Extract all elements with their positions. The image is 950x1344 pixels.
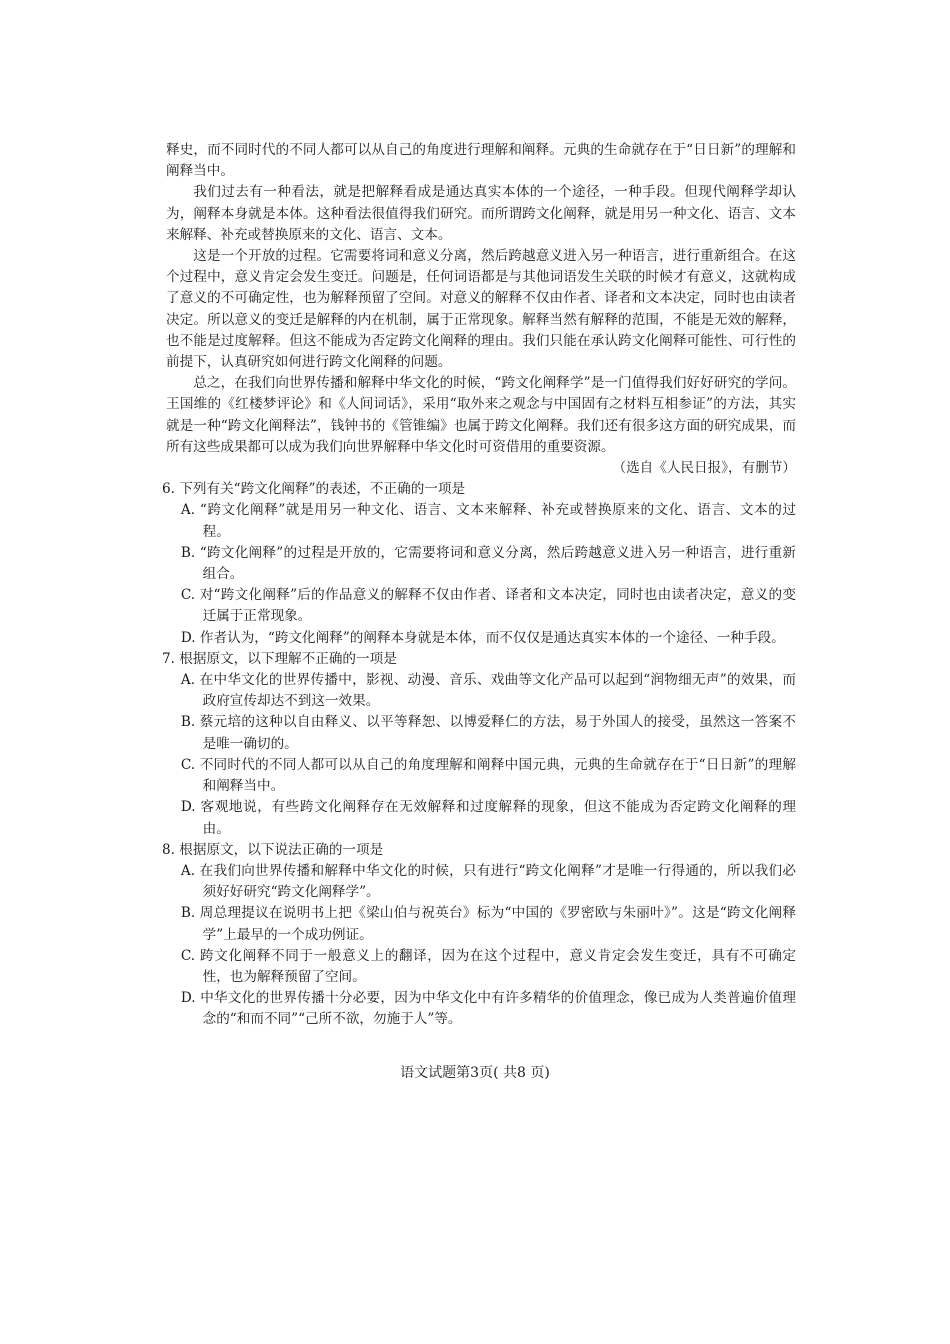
question-stem: 8. 根据原文，以下说法正确的一项是	[162, 841, 384, 858]
passage-paragraph: 这是一个开放的过程。它需要将词和意义分离，然后跨越意义进入另一种语言，进行重新组合。在这个过程中，意义肯定会发生变迁。问题是，任何词语都是与其他词语发生关联的时候才有意义，这就构成了意义的不可确定性，也为解释预留了空间。对意义的解释不仅由作者、译者和文本决定，同时也由读者决定。所以意义的变迁是解释的内在机制，属于正常现象。解释当然有解释的范围，不能是无效的解释，也不能是过度解释。但这不能成为否定跨文化阐释的理由。我们只能在承认跨文化阐释可能性、可行性的前提下，认真研究如何进行跨文化阐释的问题。	[166, 248, 796, 371]
question-6	[162, 479, 796, 649]
option-d: D. 作者认为，“跨文化阐释”的阐释本身就是本体，而不仅仅是通达真实本体的一个途径、一种手段。	[180, 629, 785, 646]
option-d: D. 中华文化的世界传播十分必要，因为中华文化中有许多精华的价值理念，像已成为人类普遍价值理念的“和而不同”“己所不欲，勿施于人”等。	[180, 990, 796, 1028]
option-a: A. “跨文化阐释”就是用另一种文化、语言、文本来解释、补充或替换原来的文化、语言、文本的过程。	[180, 502, 796, 540]
option-d: D. 客观地说，有些跨文化阐释存在无效解释和过度解释的现象，但这不能成为否定跨文化阐释的理由。	[180, 799, 796, 837]
passage-paragraph: 释史，而不同时代的不同人都可以从自己的角度进行理解和阐释。元典的生命就存在于“日日新”的理解和阐释当中。	[166, 142, 796, 180]
option-a: A. 在我们向世界传播和解释中华文化的时候，只有进行“跨文化阐释”才是唯一行得通的，所以我们必须好好研究“跨文化阐释学”。	[180, 862, 796, 901]
question-stem: 6. 下列有关“跨文化阐释”的表述，不正确的一项是	[162, 481, 466, 498]
option-c: C. 不同时代的不同人都可以从自己的角度理解和阐释中国元典，元典的生命就存在于“日日新”的理解和阐释当中。	[180, 756, 796, 795]
page-footer: 语文试题第3页( 共8 页)	[400, 1065, 550, 1081]
option-b: B. 周总理提议在说明书上把《梁山伯与祝英台》标为“中国的《罗密欧与朱丽叶》”。这是“跨文化阐释学”上最早的一个成功例证。	[180, 905, 796, 943]
passage-paragraph: 我们过去有一种看法，就是把解释看成是通达真实本体的一个途径，一种手段。但现代阐释学却认为，阐释本身就是本体。这种看法很值得我们研究。而所谓跨文化阐释，就是用另一种文化、语言、文本来解释、补充或替换原来的文化、语言、文本。	[166, 184, 796, 243]
passage-source: （选自《人民日报》，有删节）	[612, 460, 796, 477]
question-8	[162, 840, 796, 1031]
option-b: B. 蔡元培的这种以自由释义、以平等释恕、以博爱释仁的方法，易于外国人的接受，虽然这一答案不是唯一确切的。	[180, 714, 796, 752]
exam-page	[162, 140, 796, 1031]
option-c: C. 跨文化阐释不同于一般意义上的翻译，因为在这个过程中，意义肯定会发生变迁，具有不可确定性，也为解释预留了空间。	[180, 947, 796, 985]
passage-paragraph: 总之，在我们向世界传播和解释中华文化的时候，“跨文化阐释学”是一门值得我们好好研究的学问。王国维的《红楼梦评论》和《人间词话》，采用“取外来之观念与中国固有之材料互相参证”的方法，其实就是一种“跨文化阐释法”，钱钟书的《管锥编》也属于跨文化阐释。我们还有很多这方面的研究成果，而所有这些成果都可以成为我们向世界解释中华文化时可资借用的重要资源。	[166, 375, 796, 455]
option-a: A. 在中华文化的世界传播中，影视、动漫、音乐、戏曲等文化产品可以起到“润物细无声”的效果，而政府宣传却达不到这一效果。	[180, 672, 796, 710]
reading-passage	[166, 140, 796, 479]
option-b: B. “跨文化阐释”的过程是开放的，它需要将词和意义分离，然后跨越意义进入另一种语言，进行重新组合。	[180, 544, 796, 583]
question-stem: 7. 根据原文，以下理解不正确的一项是	[162, 650, 397, 667]
option-c: C. 对“跨文化阐释”后的作品意义的解释不仅由作者、译者和文本决定，同时也由读者决定，意义的变迁属于正常现象。	[180, 587, 796, 625]
question-7	[162, 649, 796, 840]
